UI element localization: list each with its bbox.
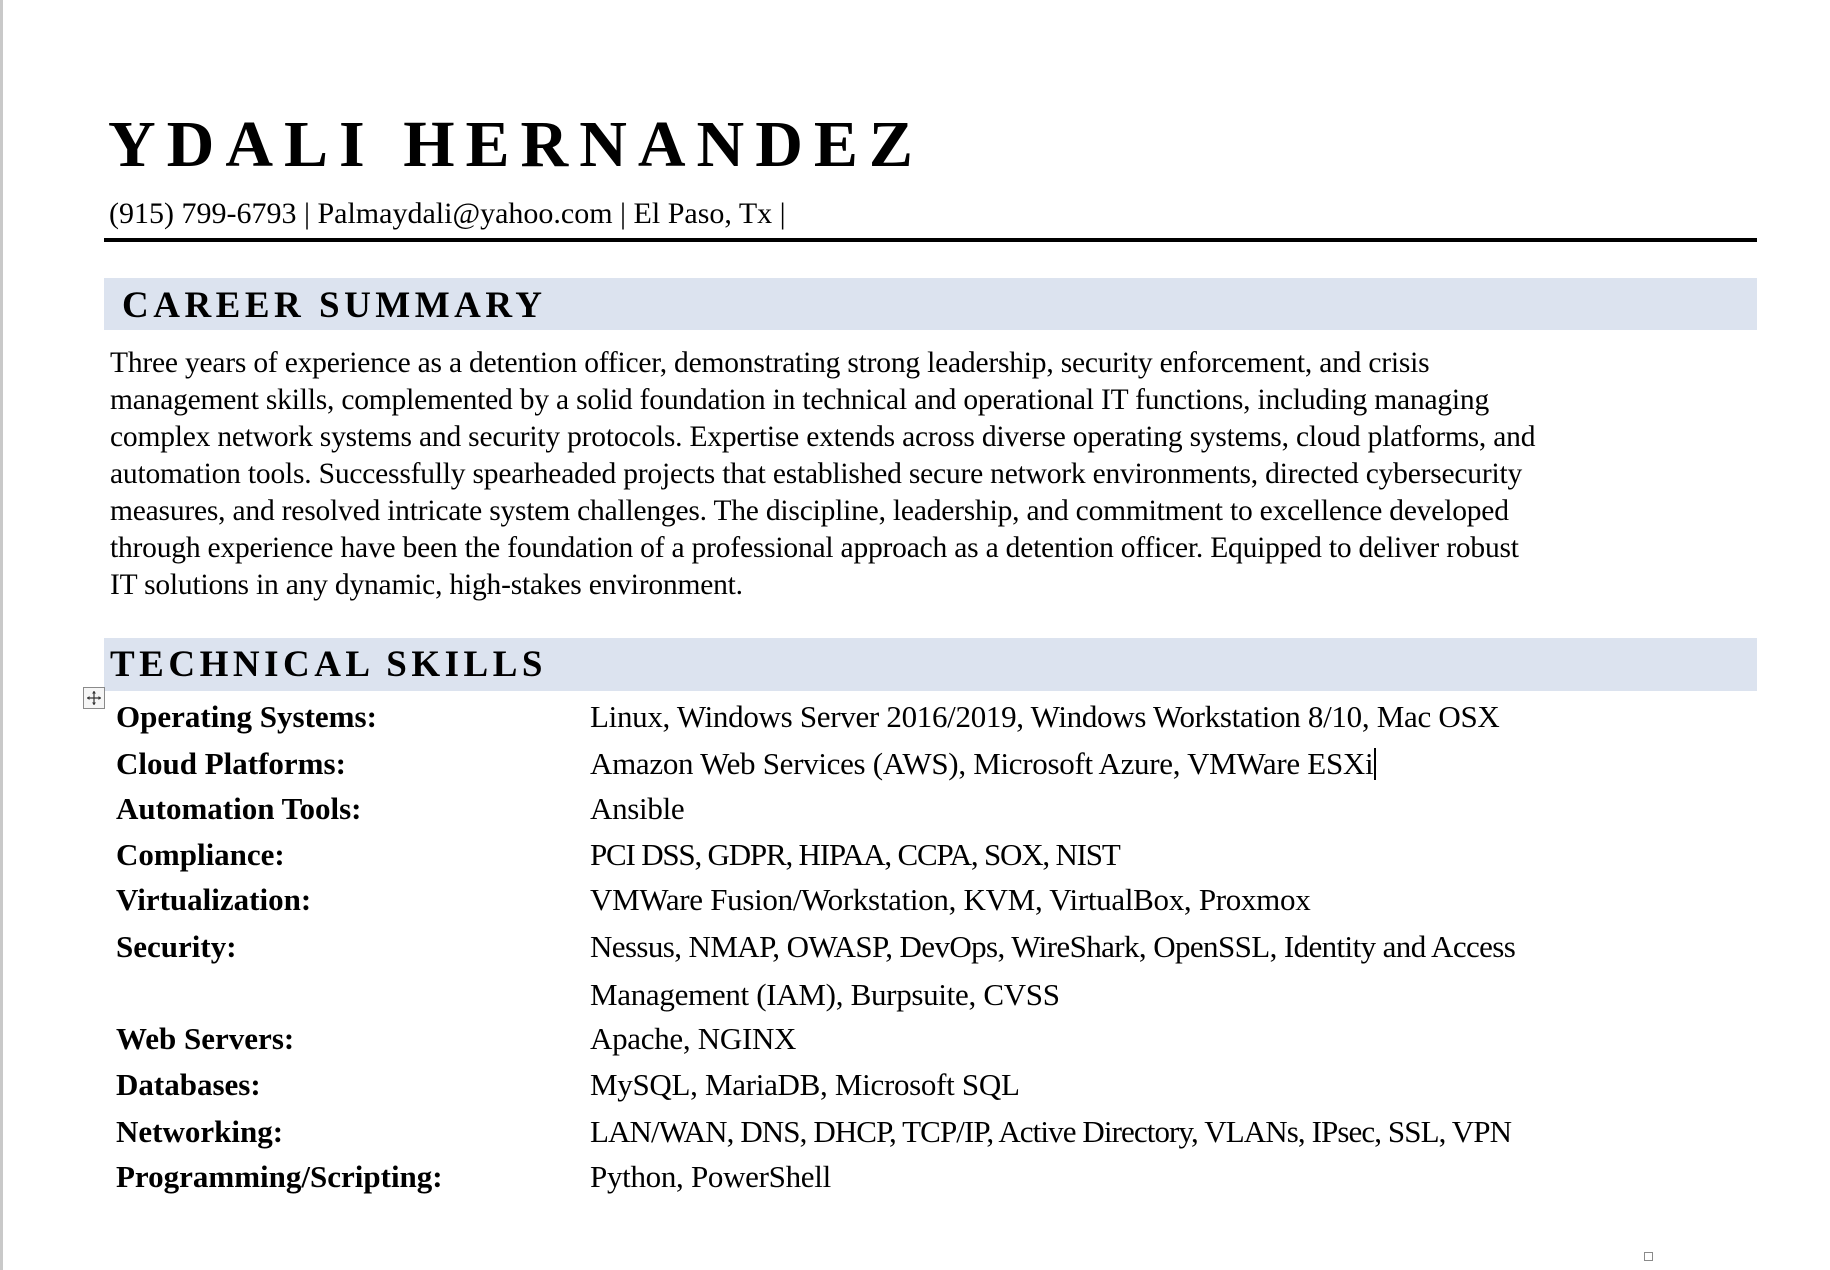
- skill-value-cloud-platforms-text: Amazon Web Services (AWS), Microsoft Azure, VMWare ESXi: [590, 746, 1374, 781]
- skill-value-security-line2[interactable]: Management (IAM), Burpsuite, CVSS: [590, 977, 1060, 1012]
- summary-line: Three years of experience as a detention officer, demonstrating strong leadership, security enforcement, and crisis: [110, 347, 1430, 379]
- skill-value-networking[interactable]: LAN/WAN, DNS, DHCP, TCP/IP, Active Directory, VLANs, IPsec, SSL, VPN: [590, 1114, 1512, 1149]
- skill-label-operating-systems: Operating Systems:: [116, 699, 377, 734]
- skill-value-security[interactable]: Nessus, NMAP, OWASP, DevOps, WireShark, OpenSSL, Identity and Access: [590, 929, 1516, 964]
- contact-line: (915) 799-6793 | Palmaydali@yahoo.com | El Paso, Tx |: [109, 197, 786, 230]
- table-move-handle[interactable]: [83, 687, 105, 709]
- move-arrows-icon: [86, 690, 102, 706]
- skill-label-virtualization: Virtualization:: [116, 882, 312, 917]
- technical-skills-heading: TECHNICAL SKILLS: [110, 644, 547, 685]
- skill-label-compliance: Compliance:: [116, 837, 285, 872]
- summary-line: through experience have been the foundation of a professional approach as a detention officer. Equipped to deliver robust: [110, 532, 1519, 564]
- career-summary-heading: CAREER SUMMARY: [122, 285, 547, 326]
- skill-value-databases[interactable]: MySQL, MariaDB, Microsoft SQL: [590, 1067, 1020, 1102]
- career-summary-text[interactable]: [110, 345, 1750, 604]
- text-cursor: [1374, 748, 1376, 780]
- skill-label-security: Security:: [116, 929, 237, 964]
- skill-label-programming-scripting: Programming/Scripting:: [116, 1159, 443, 1194]
- summary-line: complex network systems and security protocols. Expertise extends across diverse operating systems, cloud platforms, and: [110, 421, 1536, 453]
- skill-value-virtualization[interactable]: VMWare Fusion/Workstation, KVM, VirtualBox, Proxmox: [590, 882, 1311, 917]
- skill-value-web-servers[interactable]: Apache, NGINX: [590, 1021, 797, 1056]
- skill-label-cloud-platforms: Cloud Platforms:: [116, 746, 346, 781]
- summary-line: automation tools. Successfully spearheaded projects that established secure network environments, directed cybersecurity: [110, 458, 1523, 490]
- page-left-edge: [0, 0, 3, 1270]
- skill-label-web-servers: Web Servers:: [116, 1021, 295, 1056]
- skill-label-databases: Databases:: [116, 1067, 261, 1102]
- skill-value-compliance[interactable]: PCI DSS, GDPR, HIPAA, CCPA, SOX, NIST: [590, 837, 1120, 872]
- skill-label-automation-tools: Automation Tools:: [116, 791, 362, 826]
- skill-value-programming-scripting[interactable]: Python, PowerShell: [590, 1159, 831, 1194]
- skill-value-cloud-platforms[interactable]: [590, 748, 1376, 780]
- header-rule: [104, 238, 1757, 242]
- summary-line: measures, and resolved intricate system challenges. The discipline, leadership, and commitment to excellence developed: [110, 495, 1509, 527]
- skill-value-operating-systems[interactable]: Linux, Windows Server 2016/2019, Windows Workstation 8/10, Mac OSX: [590, 699, 1500, 734]
- summary-line: management skills, complemented by a solid foundation in technical and operational IT functions, including managing: [110, 384, 1489, 416]
- skill-value-automation-tools[interactable]: Ansible: [590, 791, 685, 826]
- candidate-name: YDALI HERNANDEZ: [108, 108, 924, 181]
- table-resize-handle[interactable]: [1644, 1252, 1653, 1261]
- summary-line: IT solutions in any dynamic, high-stakes environment.: [110, 569, 743, 601]
- skill-label-networking: Networking:: [116, 1114, 284, 1149]
